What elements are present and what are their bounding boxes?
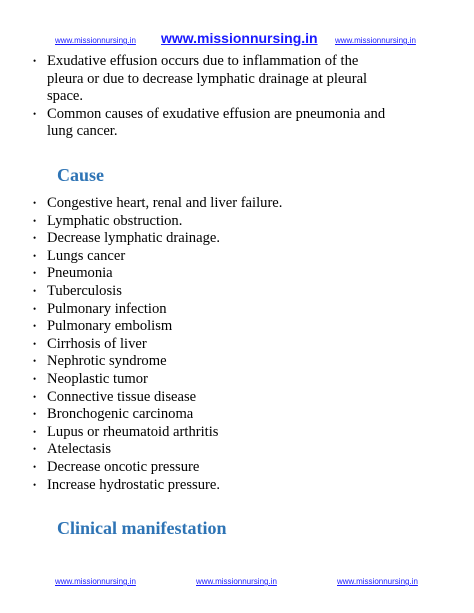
bullet-icon: •: [33, 108, 37, 119]
list-item-text: Decrease oncotic pressure: [47, 458, 200, 475]
bullet-icon: •: [33, 338, 37, 349]
footer-link-right[interactable]: www.missionnursing.in: [337, 577, 418, 586]
list-item: [30, 53, 390, 106]
list-item: [30, 283, 390, 301]
list-item: [30, 248, 390, 266]
list-item-text: Nephrotic syndrome: [47, 353, 167, 370]
list-item-text: Pulmonary infection: [47, 300, 167, 317]
list-item: [30, 301, 390, 319]
list-item: [30, 195, 390, 213]
list-item: [30, 477, 390, 495]
list-item-text: Pneumonia: [47, 265, 113, 282]
list-item: [30, 424, 390, 442]
list-item: [30, 106, 390, 141]
bullet-icon: •: [33, 215, 37, 226]
list-item-text: Increase hydrostatic pressure.: [47, 476, 221, 493]
header-link-right[interactable]: www.missionnursing.in: [335, 36, 416, 45]
list-item-text: Connective tissue disease: [47, 388, 197, 405]
page-header: [0, 0, 474, 50]
list-item-text: Pulmonary embolism: [47, 318, 173, 335]
list-item: [30, 230, 390, 248]
list-item-text: Congestive heart, renal and liver failure.: [47, 195, 283, 211]
list-item: [30, 336, 390, 354]
list-item-text: Lymphatic obstruction.: [47, 212, 183, 229]
bullet-icon: •: [33, 198, 37, 208]
section-heading-clinical-manifestation: Clinical manifestation: [57, 518, 227, 538]
bullet-icon: •: [33, 56, 37, 66]
bullet-icon: •: [33, 285, 37, 296]
bullet-icon: •: [33, 233, 37, 244]
list-item: [30, 406, 390, 424]
bullet-icon: •: [33, 391, 37, 402]
bullet-icon: •: [33, 373, 37, 384]
list-item: [30, 318, 390, 336]
bullet-icon: •: [33, 409, 37, 420]
list-item-text: Cirrhosis of liver: [47, 335, 147, 352]
intro-bullet-list: [30, 53, 390, 141]
page-footer: [0, 572, 474, 592]
list-item: [30, 441, 390, 459]
cause-bullet-list: [30, 195, 390, 494]
list-item-text: Decrease lymphatic drainage.: [47, 230, 221, 247]
list-item-text: Neoplastic tumor: [47, 370, 148, 387]
list-item-text: Common causes of exudative effusion are pneumonia and lung cancer.: [47, 105, 386, 140]
bullet-icon: •: [33, 444, 37, 455]
list-item-text: Exudative effusion occurs due to inflammation of the pleura or due to decrease lymphatic drainage at pleural space.: [47, 53, 368, 105]
list-item-text: Bronchogenic carcinoma: [47, 406, 194, 423]
bullet-icon: •: [33, 321, 37, 332]
bullet-icon: •: [33, 303, 37, 314]
list-item: [30, 389, 390, 407]
list-item: [30, 371, 390, 389]
list-item-text: Lupus or rheumatoid arthritis: [47, 423, 219, 440]
bullet-icon: •: [33, 268, 37, 279]
section-heading-cause: Cause: [57, 165, 105, 185]
list-item-text: Atelectasis: [47, 441, 112, 458]
footer-link-center[interactable]: www.missionnursing.in: [196, 577, 277, 586]
list-item: [30, 265, 390, 283]
list-item: [30, 459, 390, 477]
footer-link-left[interactable]: www.missionnursing.in: [55, 577, 136, 586]
list-item: [30, 213, 390, 231]
bullet-icon: •: [33, 356, 37, 367]
header-link-left[interactable]: www.missionnursing.in: [55, 36, 136, 45]
list-item: [30, 353, 390, 371]
list-item-text: Lungs cancer: [47, 247, 126, 264]
bullet-icon: •: [33, 479, 37, 490]
list-item-text: Tuberculosis: [47, 282, 122, 299]
bullet-icon: •: [33, 426, 37, 437]
bullet-icon: •: [33, 250, 37, 261]
bullet-icon: •: [33, 461, 37, 472]
header-link-center[interactable]: www.missionnursing.in: [161, 30, 318, 46]
